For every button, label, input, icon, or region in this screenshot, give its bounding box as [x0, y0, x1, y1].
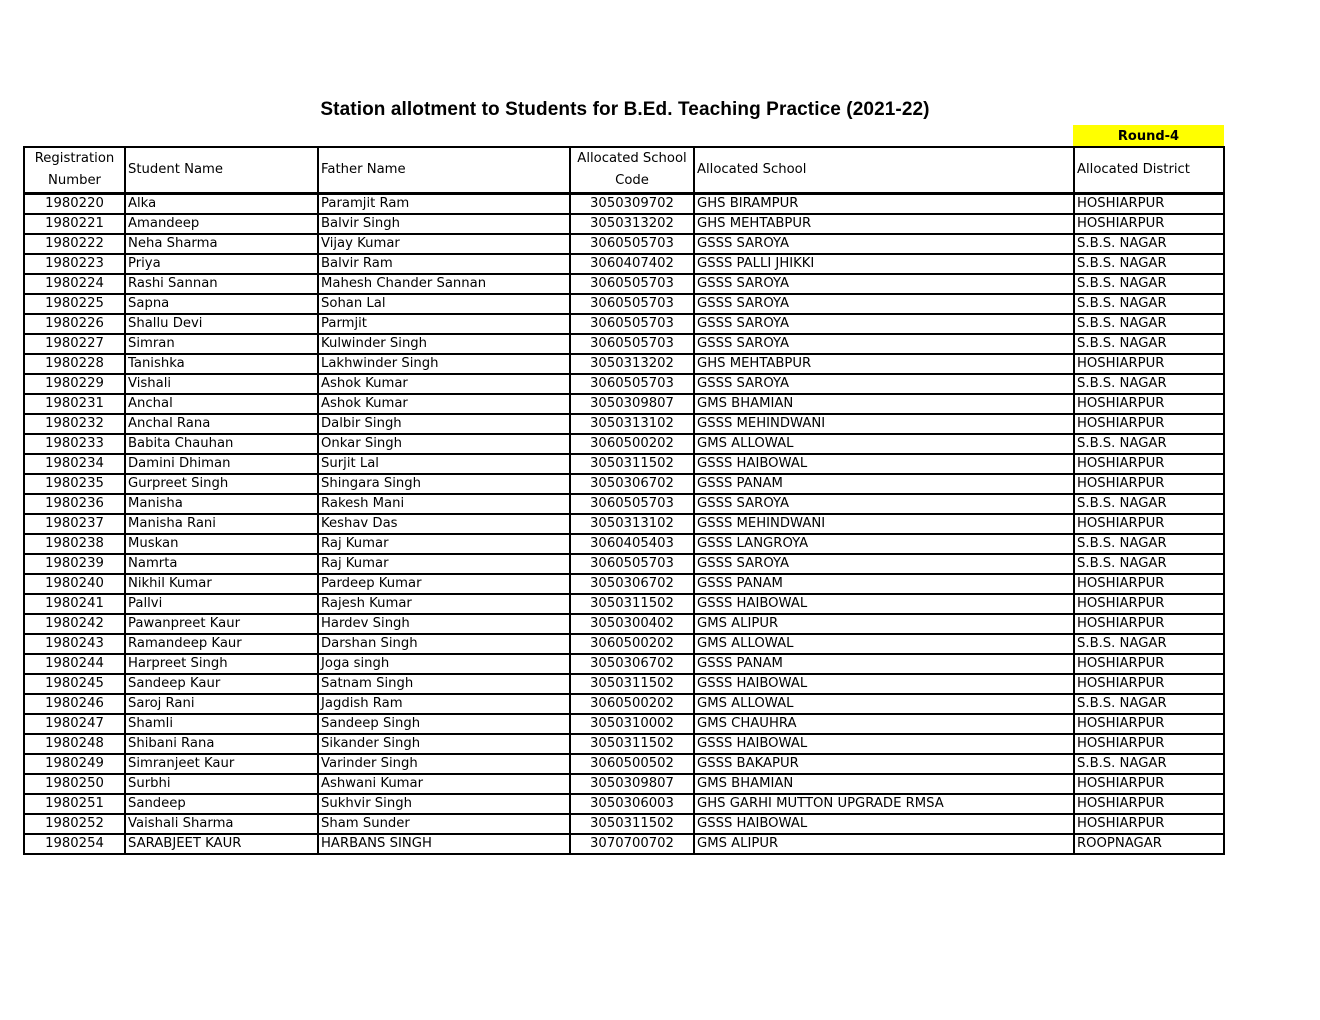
cell-student-name: Muskan — [125, 534, 318, 554]
cell-student-name: Simranjeet Kaur — [125, 754, 318, 774]
cell-allocated-district: S.B.S. NAGAR — [1074, 434, 1224, 454]
cell-student-name: Tanishka — [125, 354, 318, 374]
cell-registration-number: 1980239 — [24, 554, 125, 574]
cell-allocated-district: S.B.S. NAGAR — [1074, 334, 1224, 354]
cell-registration-number: 1980224 — [24, 274, 125, 294]
cell-student-name: Ramandeep Kaur — [125, 634, 318, 654]
table-row — [24, 714, 1224, 734]
cell-student-name: Manisha Rani — [125, 514, 318, 534]
cell-student-name: Amandeep — [125, 214, 318, 234]
cell-student-name: Manisha — [125, 494, 318, 514]
cell-allocated-district: HOSHIARPUR — [1074, 454, 1224, 474]
cell-school-code: 3060505703 — [570, 294, 694, 314]
cell-father-name: Mahesh Chander Sannan — [318, 274, 570, 294]
cell-allocated-school: GMS BHAMIAN — [694, 394, 1074, 414]
cell-allocated-district: HOSHIARPUR — [1074, 734, 1224, 754]
table-row — [24, 594, 1224, 614]
cell-school-code: 3050306702 — [570, 574, 694, 594]
cell-registration-number: 1980247 — [24, 714, 125, 734]
cell-student-name: Simran — [125, 334, 318, 354]
cell-registration-number: 1980228 — [24, 354, 125, 374]
cell-allocated-district: S.B.S. NAGAR — [1074, 374, 1224, 394]
cell-allocated-district: ROOPNAGAR — [1074, 834, 1224, 854]
cell-school-code: 3060505703 — [570, 234, 694, 254]
cell-allocated-district: HOSHIARPUR — [1074, 714, 1224, 734]
cell-student-name: Vaishali Sharma — [125, 814, 318, 834]
cell-school-code: 3050309807 — [570, 394, 694, 414]
cell-student-name: Shamli — [125, 714, 318, 734]
table-row — [24, 494, 1224, 514]
cell-registration-number: 1980244 — [24, 654, 125, 674]
header-allocated-school: Allocated School — [694, 147, 1074, 194]
cell-allocated-school: GSSS SAROYA — [694, 314, 1074, 334]
table-row — [24, 194, 1224, 215]
table-row — [24, 254, 1224, 274]
cell-registration-number: 1980227 — [24, 334, 125, 354]
cell-father-name: Sukhvir Singh — [318, 794, 570, 814]
cell-father-name: HARBANS SINGH — [318, 834, 570, 854]
cell-school-code: 3050313102 — [570, 514, 694, 534]
cell-school-code: 3050313202 — [570, 214, 694, 234]
cell-school-code: 3050313102 — [570, 414, 694, 434]
cell-father-name: Ashok Kumar — [318, 374, 570, 394]
cell-father-name: Sham Sunder — [318, 814, 570, 834]
cell-student-name: Saroj Rani — [125, 694, 318, 714]
page-title: Station allotment to Students for B.Ed. Teaching Practice (2021-22) — [320, 99, 930, 120]
cell-registration-number: 1980236 — [24, 494, 125, 514]
cell-student-name: Harpreet Singh — [125, 654, 318, 674]
cell-allocated-district: S.B.S. NAGAR — [1074, 534, 1224, 554]
cell-school-code: 3060500502 — [570, 754, 694, 774]
cell-registration-number: 1980235 — [24, 474, 125, 494]
cell-school-code: 3060407402 — [570, 254, 694, 274]
cell-allocated-district: HOSHIARPUR — [1074, 214, 1224, 234]
cell-student-name: Priya — [125, 254, 318, 274]
cell-student-name: Surbhi — [125, 774, 318, 794]
cell-allocated-district: S.B.S. NAGAR — [1074, 234, 1224, 254]
cell-allocated-district: S.B.S. NAGAR — [1074, 754, 1224, 774]
table-row — [24, 234, 1224, 254]
cell-registration-number: 1980237 — [24, 514, 125, 534]
cell-registration-number: 1980250 — [24, 774, 125, 794]
cell-student-name: Shibani Rana — [125, 734, 318, 754]
cell-school-code: 3060505703 — [570, 314, 694, 334]
cell-father-name: Joga singh — [318, 654, 570, 674]
cell-allocated-district: HOSHIARPUR — [1074, 194, 1224, 215]
cell-registration-number: 1980223 — [24, 254, 125, 274]
cell-allocated-school: GSSS PANAM — [694, 654, 1074, 674]
cell-student-name: Damini Dhiman — [125, 454, 318, 474]
header-code-line1: Allocated School — [577, 151, 687, 166]
cell-registration-number: 1980251 — [24, 794, 125, 814]
header-row — [24, 147, 1224, 194]
cell-father-name: Shingara Singh — [318, 474, 570, 494]
cell-father-name: Hardev Singh — [318, 614, 570, 634]
cell-student-name: Neha Sharma — [125, 234, 318, 254]
cell-allocated-district: HOSHIARPUR — [1074, 514, 1224, 534]
table-row — [24, 814, 1224, 834]
cell-allocated-school: GSSS PANAM — [694, 574, 1074, 594]
cell-registration-number: 1980252 — [24, 814, 125, 834]
cell-school-code: 3050311502 — [570, 674, 694, 694]
cell-allocated-school: GMS ALLOWAL — [694, 634, 1074, 654]
cell-allocated-district: S.B.S. NAGAR — [1074, 254, 1224, 274]
cell-allocated-school: GMS ALIPUR — [694, 834, 1074, 854]
header-allocated-district: Allocated District — [1074, 147, 1224, 194]
cell-school-code: 3050311502 — [570, 594, 694, 614]
cell-father-name: Pardeep Kumar — [318, 574, 570, 594]
cell-allocated-school: GMS ALIPUR — [694, 614, 1074, 634]
cell-student-name: Babita Chauhan — [125, 434, 318, 454]
cell-school-code: 3060505703 — [570, 554, 694, 574]
header-father-name: Father Name — [318, 147, 570, 194]
cell-father-name: Raj Kumar — [318, 534, 570, 554]
cell-registration-number: 1980229 — [24, 374, 125, 394]
cell-school-code: 3060505703 — [570, 334, 694, 354]
cell-allocated-school: GSSS HAIBOWAL — [694, 594, 1074, 614]
cell-registration-number: 1980240 — [24, 574, 125, 594]
cell-student-name: Gurpreet Singh — [125, 474, 318, 494]
cell-father-name: Lakhwinder Singh — [318, 354, 570, 374]
cell-school-code: 3060405403 — [570, 534, 694, 554]
cell-allocated-school: GHS GARHI MUTTON UPGRADE RMSA — [694, 794, 1074, 814]
table-row — [24, 794, 1224, 814]
cell-registration-number: 1980226 — [24, 314, 125, 334]
header-student-name: Student Name — [125, 147, 318, 194]
cell-student-name: Vishali — [125, 374, 318, 394]
cell-student-name: Nikhil Kumar — [125, 574, 318, 594]
cell-school-code: 3060500202 — [570, 434, 694, 454]
cell-allocated-district: HOSHIARPUR — [1074, 814, 1224, 834]
table-row — [24, 574, 1224, 594]
table-row — [24, 534, 1224, 554]
cell-father-name: Satnam Singh — [318, 674, 570, 694]
header-reg-line2: Number — [48, 173, 101, 188]
cell-allocated-district: S.B.S. NAGAR — [1074, 274, 1224, 294]
cell-allocated-school: GSSS HAIBOWAL — [694, 734, 1074, 754]
table-row — [24, 454, 1224, 474]
cell-school-code: 3050309702 — [570, 194, 694, 215]
cell-registration-number: 1980249 — [24, 754, 125, 774]
cell-allocated-district: HOSHIARPUR — [1074, 654, 1224, 674]
cell-father-name: Sandeep Singh — [318, 714, 570, 734]
cell-registration-number: 1980222 — [24, 234, 125, 254]
table-row — [24, 314, 1224, 334]
cell-allocated-district: S.B.S. NAGAR — [1074, 634, 1224, 654]
cell-school-code: 3060505703 — [570, 374, 694, 394]
cell-student-name: Pallvi — [125, 594, 318, 614]
cell-allocated-school: GSSS HAIBOWAL — [694, 674, 1074, 694]
cell-registration-number: 1980234 — [24, 454, 125, 474]
cell-allocated-district: S.B.S. NAGAR — [1074, 314, 1224, 334]
cell-allocated-district: HOSHIARPUR — [1074, 614, 1224, 634]
cell-allocated-district: HOSHIARPUR — [1074, 414, 1224, 434]
header-code-line2: Code — [615, 173, 649, 188]
table-row — [24, 614, 1224, 634]
table-row — [24, 734, 1224, 754]
cell-registration-number: 1980248 — [24, 734, 125, 754]
cell-allocated-school: GHS BIRAMPUR — [694, 194, 1074, 215]
cell-student-name: Namrta — [125, 554, 318, 574]
cell-student-name: Rashi Sannan — [125, 274, 318, 294]
cell-father-name: Onkar Singh — [318, 434, 570, 454]
cell-school-code: 3050313202 — [570, 354, 694, 374]
cell-father-name: Sohan Lal — [318, 294, 570, 314]
table-row — [24, 414, 1224, 434]
cell-registration-number: 1980238 — [24, 534, 125, 554]
table-row — [24, 774, 1224, 794]
cell-father-name: Ashok Kumar — [318, 394, 570, 414]
table-row — [24, 374, 1224, 394]
header-school-code — [570, 147, 694, 194]
cell-registration-number: 1980245 — [24, 674, 125, 694]
cell-school-code: 3050311502 — [570, 454, 694, 474]
cell-allocated-school: GSSS SAROYA — [694, 494, 1074, 514]
cell-allocated-school: GSSS MEHINDWANI — [694, 414, 1074, 434]
cell-father-name: Surjit Lal — [318, 454, 570, 474]
table-row — [24, 334, 1224, 354]
cell-father-name: Balvir Ram — [318, 254, 570, 274]
cell-allocated-school: GHS MEHTABPUR — [694, 214, 1074, 234]
cell-allocated-school: GSSS PALLI JHIKKI — [694, 254, 1074, 274]
cell-father-name: Keshav Das — [318, 514, 570, 534]
cell-allocated-school: GMS CHAUHRA — [694, 714, 1074, 734]
table-row — [24, 354, 1224, 374]
round-badge: Round-4 — [1073, 125, 1224, 146]
cell-school-code: 3050300402 — [570, 614, 694, 634]
cell-registration-number: 1980225 — [24, 294, 125, 314]
cell-father-name: Sikander Singh — [318, 734, 570, 754]
cell-father-name: Dalbir Singh — [318, 414, 570, 434]
cell-school-code: 3070700702 — [570, 834, 694, 854]
cell-registration-number: 1980246 — [24, 694, 125, 714]
cell-allocated-district: HOSHIARPUR — [1074, 794, 1224, 814]
cell-student-name: Sapna — [125, 294, 318, 314]
cell-school-code: 3050309807 — [570, 774, 694, 794]
cell-father-name: Darshan Singh — [318, 634, 570, 654]
cell-school-code: 3050306702 — [570, 654, 694, 674]
cell-allocated-district: S.B.S. NAGAR — [1074, 554, 1224, 574]
table-row — [24, 674, 1224, 694]
cell-father-name: Balvir Singh — [318, 214, 570, 234]
cell-allocated-school: GHS MEHTABPUR — [694, 354, 1074, 374]
cell-school-code: 3050306702 — [570, 474, 694, 494]
cell-allocated-school: GSSS HAIBOWAL — [694, 814, 1074, 834]
table-row — [24, 394, 1224, 414]
cell-father-name: Raj Kumar — [318, 554, 570, 574]
cell-allocated-school: GSSS HAIBOWAL — [694, 454, 1074, 474]
cell-registration-number: 1980254 — [24, 834, 125, 854]
cell-registration-number: 1980242 — [24, 614, 125, 634]
cell-allocated-school: GMS ALLOWAL — [694, 694, 1074, 714]
cell-registration-number: 1980231 — [24, 394, 125, 414]
cell-registration-number: 1980243 — [24, 634, 125, 654]
cell-allocated-school: GSSS SAROYA — [694, 374, 1074, 394]
cell-father-name: Varinder Singh — [318, 754, 570, 774]
cell-student-name: Alka — [125, 194, 318, 215]
table-row — [24, 694, 1224, 714]
cell-allocated-district: S.B.S. NAGAR — [1074, 494, 1224, 514]
cell-school-code: 3060505703 — [570, 274, 694, 294]
cell-school-code: 3060500202 — [570, 634, 694, 654]
cell-father-name: Kulwinder Singh — [318, 334, 570, 354]
cell-allocated-district: HOSHIARPUR — [1074, 474, 1224, 494]
cell-registration-number: 1980221 — [24, 214, 125, 234]
table-row — [24, 634, 1224, 654]
cell-school-code: 3050306003 — [570, 794, 694, 814]
header-reg-line1: Registration — [34, 151, 115, 166]
cell-father-name: Rajesh Kumar — [318, 594, 570, 614]
table-row — [24, 214, 1224, 234]
table-row — [24, 274, 1224, 294]
cell-allocated-school: GSSS SAROYA — [694, 274, 1074, 294]
cell-school-code: 3050311502 — [570, 734, 694, 754]
cell-allocated-district: HOSHIARPUR — [1074, 394, 1224, 414]
cell-registration-number: 1980241 — [24, 594, 125, 614]
table-row — [24, 294, 1224, 314]
cell-school-code: 3060505703 — [570, 494, 694, 514]
table-row — [24, 554, 1224, 574]
cell-allocated-district: HOSHIARPUR — [1074, 774, 1224, 794]
cell-registration-number: 1980233 — [24, 434, 125, 454]
cell-allocated-school: GSSS BAKAPUR — [694, 754, 1074, 774]
cell-father-name: Parmjit — [318, 314, 570, 334]
cell-allocated-school: GMS BHAMIAN — [694, 774, 1074, 794]
cell-allocated-district: S.B.S. NAGAR — [1074, 294, 1224, 314]
cell-allocated-school: GSSS LANGROYA — [694, 534, 1074, 554]
cell-student-name: Shallu Devi — [125, 314, 318, 334]
table-row — [24, 514, 1224, 534]
cell-allocated-district: HOSHIARPUR — [1074, 574, 1224, 594]
cell-student-name: Sandeep Kaur — [125, 674, 318, 694]
cell-allocated-district: HOSHIARPUR — [1074, 674, 1224, 694]
cell-registration-number: 1980232 — [24, 414, 125, 434]
cell-allocated-district: S.B.S. NAGAR — [1074, 694, 1224, 714]
cell-father-name: Rakesh Mani — [318, 494, 570, 514]
cell-allocated-school: GSSS PANAM — [694, 474, 1074, 494]
cell-allocated-school: GSSS SAROYA — [694, 554, 1074, 574]
table-row — [24, 654, 1224, 674]
cell-student-name: SARABJEET KAUR — [125, 834, 318, 854]
cell-allocated-school: GSSS SAROYA — [694, 294, 1074, 314]
table-body — [24, 194, 1224, 855]
cell-allocated-school: GMS ALLOWAL — [694, 434, 1074, 454]
header-registration-number — [24, 147, 125, 194]
cell-allocated-district: HOSHIARPUR — [1074, 594, 1224, 614]
allotment-table — [23, 146, 1225, 855]
cell-student-name: Anchal Rana — [125, 414, 318, 434]
cell-school-code: 3050310002 — [570, 714, 694, 734]
table-row — [24, 754, 1224, 774]
cell-allocated-school: GSSS SAROYA — [694, 234, 1074, 254]
cell-registration-number: 1980220 — [24, 194, 125, 215]
cell-school-code: 3050311502 — [570, 814, 694, 834]
cell-allocated-school: GSSS SAROYA — [694, 334, 1074, 354]
cell-school-code: 3060500202 — [570, 694, 694, 714]
cell-father-name: Ashwani Kumar — [318, 774, 570, 794]
cell-father-name: Vijay Kumar — [318, 234, 570, 254]
table-row — [24, 474, 1224, 494]
cell-allocated-district: HOSHIARPUR — [1074, 354, 1224, 374]
cell-student-name: Pawanpreet Kaur — [125, 614, 318, 634]
cell-allocated-school: GSSS MEHINDWANI — [694, 514, 1074, 534]
table-header — [24, 147, 1224, 194]
cell-father-name: Paramjit Ram — [318, 194, 570, 215]
cell-student-name: Anchal — [125, 394, 318, 414]
cell-father-name: Jagdish Ram — [318, 694, 570, 714]
table-row — [24, 434, 1224, 454]
cell-student-name: Sandeep — [125, 794, 318, 814]
table-row — [24, 834, 1224, 854]
